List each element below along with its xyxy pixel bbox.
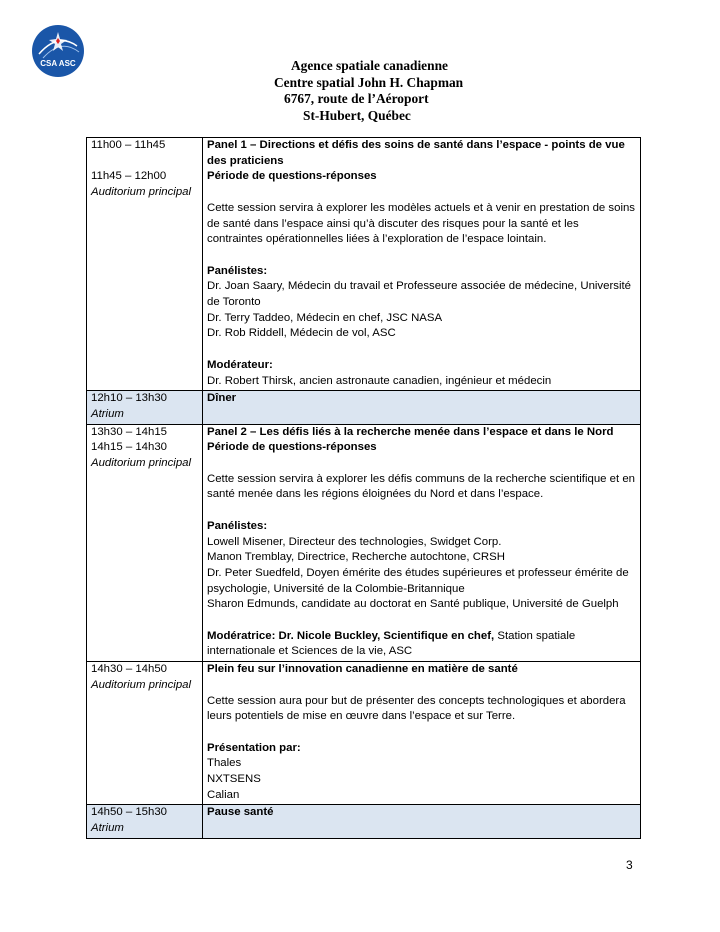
- time-slot: 11h45 – 12h00: [91, 170, 167, 183]
- time-cell: [87, 424, 203, 662]
- table-row: [87, 805, 641, 838]
- presenters-label: Présentation par:: [207, 741, 301, 754]
- panelist: Sharon Edmunds, candidate au doctorat en Santé publique, Université de Guelph: [207, 598, 619, 611]
- header-line-4: St-Hubert, Québec: [303, 107, 411, 123]
- session-description: Cette session servira à explorer les défis communs de la recherche scientifique et en santé menée dans les régions éloignées du Nord et dans l’espace.: [207, 472, 635, 501]
- location: Auditorium principal: [91, 186, 192, 199]
- session-title: Panel 2 – Les défis liés à la recherche menée dans l’espace et dans le Nord: [207, 425, 614, 438]
- panelist: Dr. Terry Taddeo, Médecin en chef, JSC NASA: [207, 311, 443, 324]
- table-row: [87, 424, 641, 662]
- location: Auditorium principal: [91, 678, 192, 691]
- session-cell: [203, 391, 641, 424]
- location: Auditorium principal: [91, 457, 192, 470]
- header-line-2: Centre spatial John H. Chapman: [274, 74, 464, 90]
- presenter: Calian: [207, 788, 240, 801]
- csa-asc-logo: [31, 24, 85, 78]
- agenda-table: [86, 137, 641, 839]
- time-slot: 13h30 – 14h15: [91, 425, 168, 438]
- panelist: Dr. Rob Riddell, Médecin de vol, ASC: [207, 327, 396, 340]
- time-cell: [87, 138, 203, 391]
- table-row: [87, 662, 641, 805]
- moderator-line: [207, 629, 636, 660]
- session-cell: [203, 805, 641, 838]
- moderator-label: Modérateur:: [207, 358, 273, 371]
- time-slot: 14h50 – 15h30: [91, 806, 168, 819]
- time-slot: 11h00 – 11h45: [91, 139, 166, 151]
- logo-text: CSA ASC: [40, 59, 76, 68]
- moderator: Dr. Nicole Buckley, Scientifique en chef,: [275, 629, 495, 642]
- session-cell: [203, 662, 641, 805]
- moderator-affiliation: Station spatiale internationale et Sciences de la vie, ASC: [207, 629, 576, 658]
- header-line-3: 6767, route de l’Aéroport: [284, 91, 429, 106]
- time-slot: 14h30 – 14h50: [91, 663, 168, 676]
- session-title: Plein feu sur l’innovation canadienne en matière de santé: [207, 663, 518, 676]
- panelist: Manon Tremblay, Directrice, Recherche autochtone, CRSH: [207, 551, 505, 564]
- time-cell: [87, 805, 203, 838]
- table-row: [87, 138, 641, 391]
- time-slot: 14h15 – 14h30: [91, 441, 168, 454]
- session-title: Panel 1 – Directions et défis des soins de santé dans l’espace - points de vue des praticiens: [207, 139, 625, 167]
- location: Atrium: [91, 822, 124, 835]
- time-cell: [87, 391, 203, 424]
- time-slot: 12h10 – 13h30: [91, 392, 168, 405]
- session-subtitle: Période de questions-réponses: [207, 170, 377, 183]
- session-description: Cette session aura pour but de présenter des concepts technologiques et abordera leurs potentiels de mise en œuvre dans l’espace et sur Terre.: [207, 694, 626, 723]
- session-cell: [203, 424, 641, 662]
- moderator: Dr. Robert Thirsk, ancien astronaute canadien, ingénieur et médecin: [207, 374, 552, 387]
- session-cell: [203, 138, 641, 391]
- table-row: [87, 391, 641, 424]
- page-number: 3: [626, 858, 633, 872]
- panelist: Lowell Misener, Directeur des technologies, Swidget Corp.: [207, 535, 502, 548]
- presenter: Thales: [207, 757, 242, 770]
- session-title: Pause santé: [207, 806, 274, 819]
- session-subtitle: Période de questions-réponses: [207, 441, 377, 454]
- panelists-label: Panélistes:: [207, 519, 268, 532]
- session-description: Cette session servira à explorer les modèles actuels et à venir en prestation de soins de santé dans l’espace ainsi qu’à discuter des risques pour la santé et les contraintes opérationnelles liées à l’exploration de l’espace lointain.: [207, 201, 635, 246]
- moderator-label: Modératrice:: [207, 629, 276, 642]
- session-title: Dîner: [207, 392, 237, 405]
- presenter: NXTSENS: [207, 773, 261, 785]
- panelist: Dr. Joan Saary, Médecin du travail et Professeure associée de médecine, Université de Toronto: [207, 280, 631, 308]
- time-cell: [87, 662, 203, 805]
- panelist: Dr. Peter Suedfeld, Doyen émérite des études supérieures et professeur émérite de psychologie, Université de la Colombie-Britannique: [207, 566, 629, 595]
- location: Atrium: [91, 407, 124, 420]
- panelists-label: Panélistes:: [207, 264, 268, 277]
- header-line-1: Agence spatiale canadienne: [291, 58, 448, 73]
